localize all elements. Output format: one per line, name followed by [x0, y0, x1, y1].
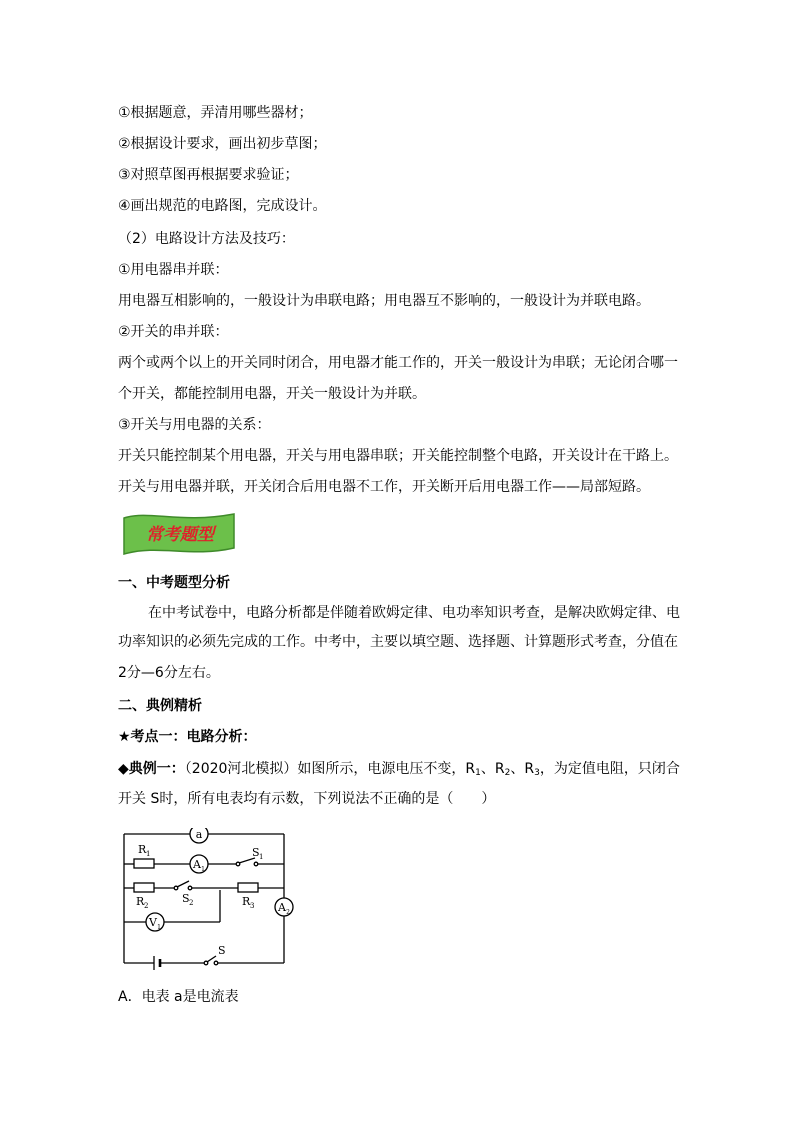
r2-subscript: 2: [504, 768, 511, 778]
svg-text:A: A: [193, 858, 201, 871]
example-line-1: [118, 760, 680, 782]
section-2-heading: 二、典例精析: [118, 698, 202, 714]
method-2-text-1: 两个或两个以上的开关同时闭合，用电器才能工作的，开关一般设计为串联；无论闭合哪一: [118, 355, 678, 371]
label-r3-sub: 3: [250, 902, 255, 910]
label-r2-sub: 2: [144, 902, 149, 910]
switch-s2: [174, 881, 192, 890]
example-label: ◆典例一：: [118, 761, 185, 777]
option-a: A．电表 a是电流表: [118, 989, 239, 1005]
separator: 、: [480, 761, 495, 777]
label-r1: R: [138, 843, 147, 856]
label-s: S: [218, 944, 226, 957]
label-r3: R: [242, 895, 251, 908]
example-source: （2020河北模拟）如图所示，电源电压不变，: [184, 761, 466, 777]
step-4: ④画出规范的电路图，完成设计。: [118, 198, 327, 214]
method-2-title: ②开关的串并联：: [118, 324, 229, 340]
label-s1: S: [252, 846, 260, 859]
switch-s: [204, 956, 218, 965]
method-1-text: 用电器互相影响的，一般设计为串联电路；用电器互不影响的，一般设计为并联电路。: [118, 293, 650, 309]
frequent-question-types-banner: [120, 510, 238, 556]
label-s1-sub: 1: [259, 853, 264, 861]
banner-text: 常考题型: [146, 525, 214, 545]
label-r1-sub: 1: [146, 850, 151, 858]
section-1-para-3: 2分—6分左右。: [118, 665, 220, 681]
section-1-para-2: 功率知识的必须先完成的工作。中考中，主要以填空题、选择题、计算题形式考查，分值在: [118, 634, 678, 650]
label-s2: S: [182, 892, 190, 905]
separator: 、: [510, 761, 525, 777]
circuit-diagram: [118, 828, 300, 972]
svg-text:A: A: [278, 901, 286, 914]
r1-subscript: 1: [475, 768, 481, 778]
r3-symbol: R: [524, 761, 535, 777]
svg-text:1: 1: [201, 866, 205, 873]
svg-text:V: V: [149, 916, 157, 929]
resistor-r2: [134, 883, 154, 892]
example-line-2: 开关 S时，所有电表均有示数，下列说法不正确的是（ ）: [118, 791, 496, 807]
r1-symbol: R: [465, 761, 476, 777]
ammeter-a2: [275, 898, 293, 916]
step-2: ②根据设计要求，画出初步草图；: [118, 136, 327, 152]
r3-subscript: 3: [534, 768, 540, 778]
method-3-text-2: 开关与用电器并联，开关闭合后用电器不工作，开关断开后用电器工作——局部短路。: [118, 479, 650, 495]
meter-a: [190, 828, 208, 843]
label-s2-sub: 2: [189, 899, 194, 907]
battery: [154, 956, 160, 970]
svg-text:1: 1: [157, 924, 161, 931]
method-3-text-1: 开关只能控制某个用电器，开关与用电器串联；开关能控制整个电路，开关设计在干路上。: [118, 448, 678, 464]
svg-text:2: 2: [286, 909, 290, 916]
methods-heading: （2）电路设计方法及技巧：: [118, 231, 295, 247]
example-rest: ，为定值电阻，只闭合: [539, 761, 680, 777]
section-1-para-1: 在中考试卷中，电路分析都是伴随着欧姆定律、电功率知识考查，是解决欧姆定律、电: [148, 605, 680, 621]
method-2-text-2: 个开关，都能控制用电器，开关一般设计为并联。: [118, 386, 426, 402]
method-3-title: ③开关与用电器的关系：: [118, 417, 271, 433]
step-3: ③对照草图再根据要求验证；: [118, 167, 299, 183]
ammeter-a1: [190, 855, 208, 873]
label-r2: R: [136, 895, 145, 908]
switch-s1: [236, 858, 258, 866]
method-1-title: ①用电器串并联：: [118, 262, 229, 278]
section-1-heading: 一、中考题型分析: [118, 575, 230, 591]
resistor-r1: [134, 859, 154, 868]
svg-text:a: a: [195, 828, 203, 841]
step-1: ①根据题意，弄清用哪些器材；: [118, 105, 313, 121]
key-point-heading: ★考点一：电路分析：: [118, 729, 257, 745]
resistor-r3: [238, 883, 258, 892]
r2-symbol: R: [494, 761, 505, 777]
voltmeter-v1: [146, 913, 164, 931]
